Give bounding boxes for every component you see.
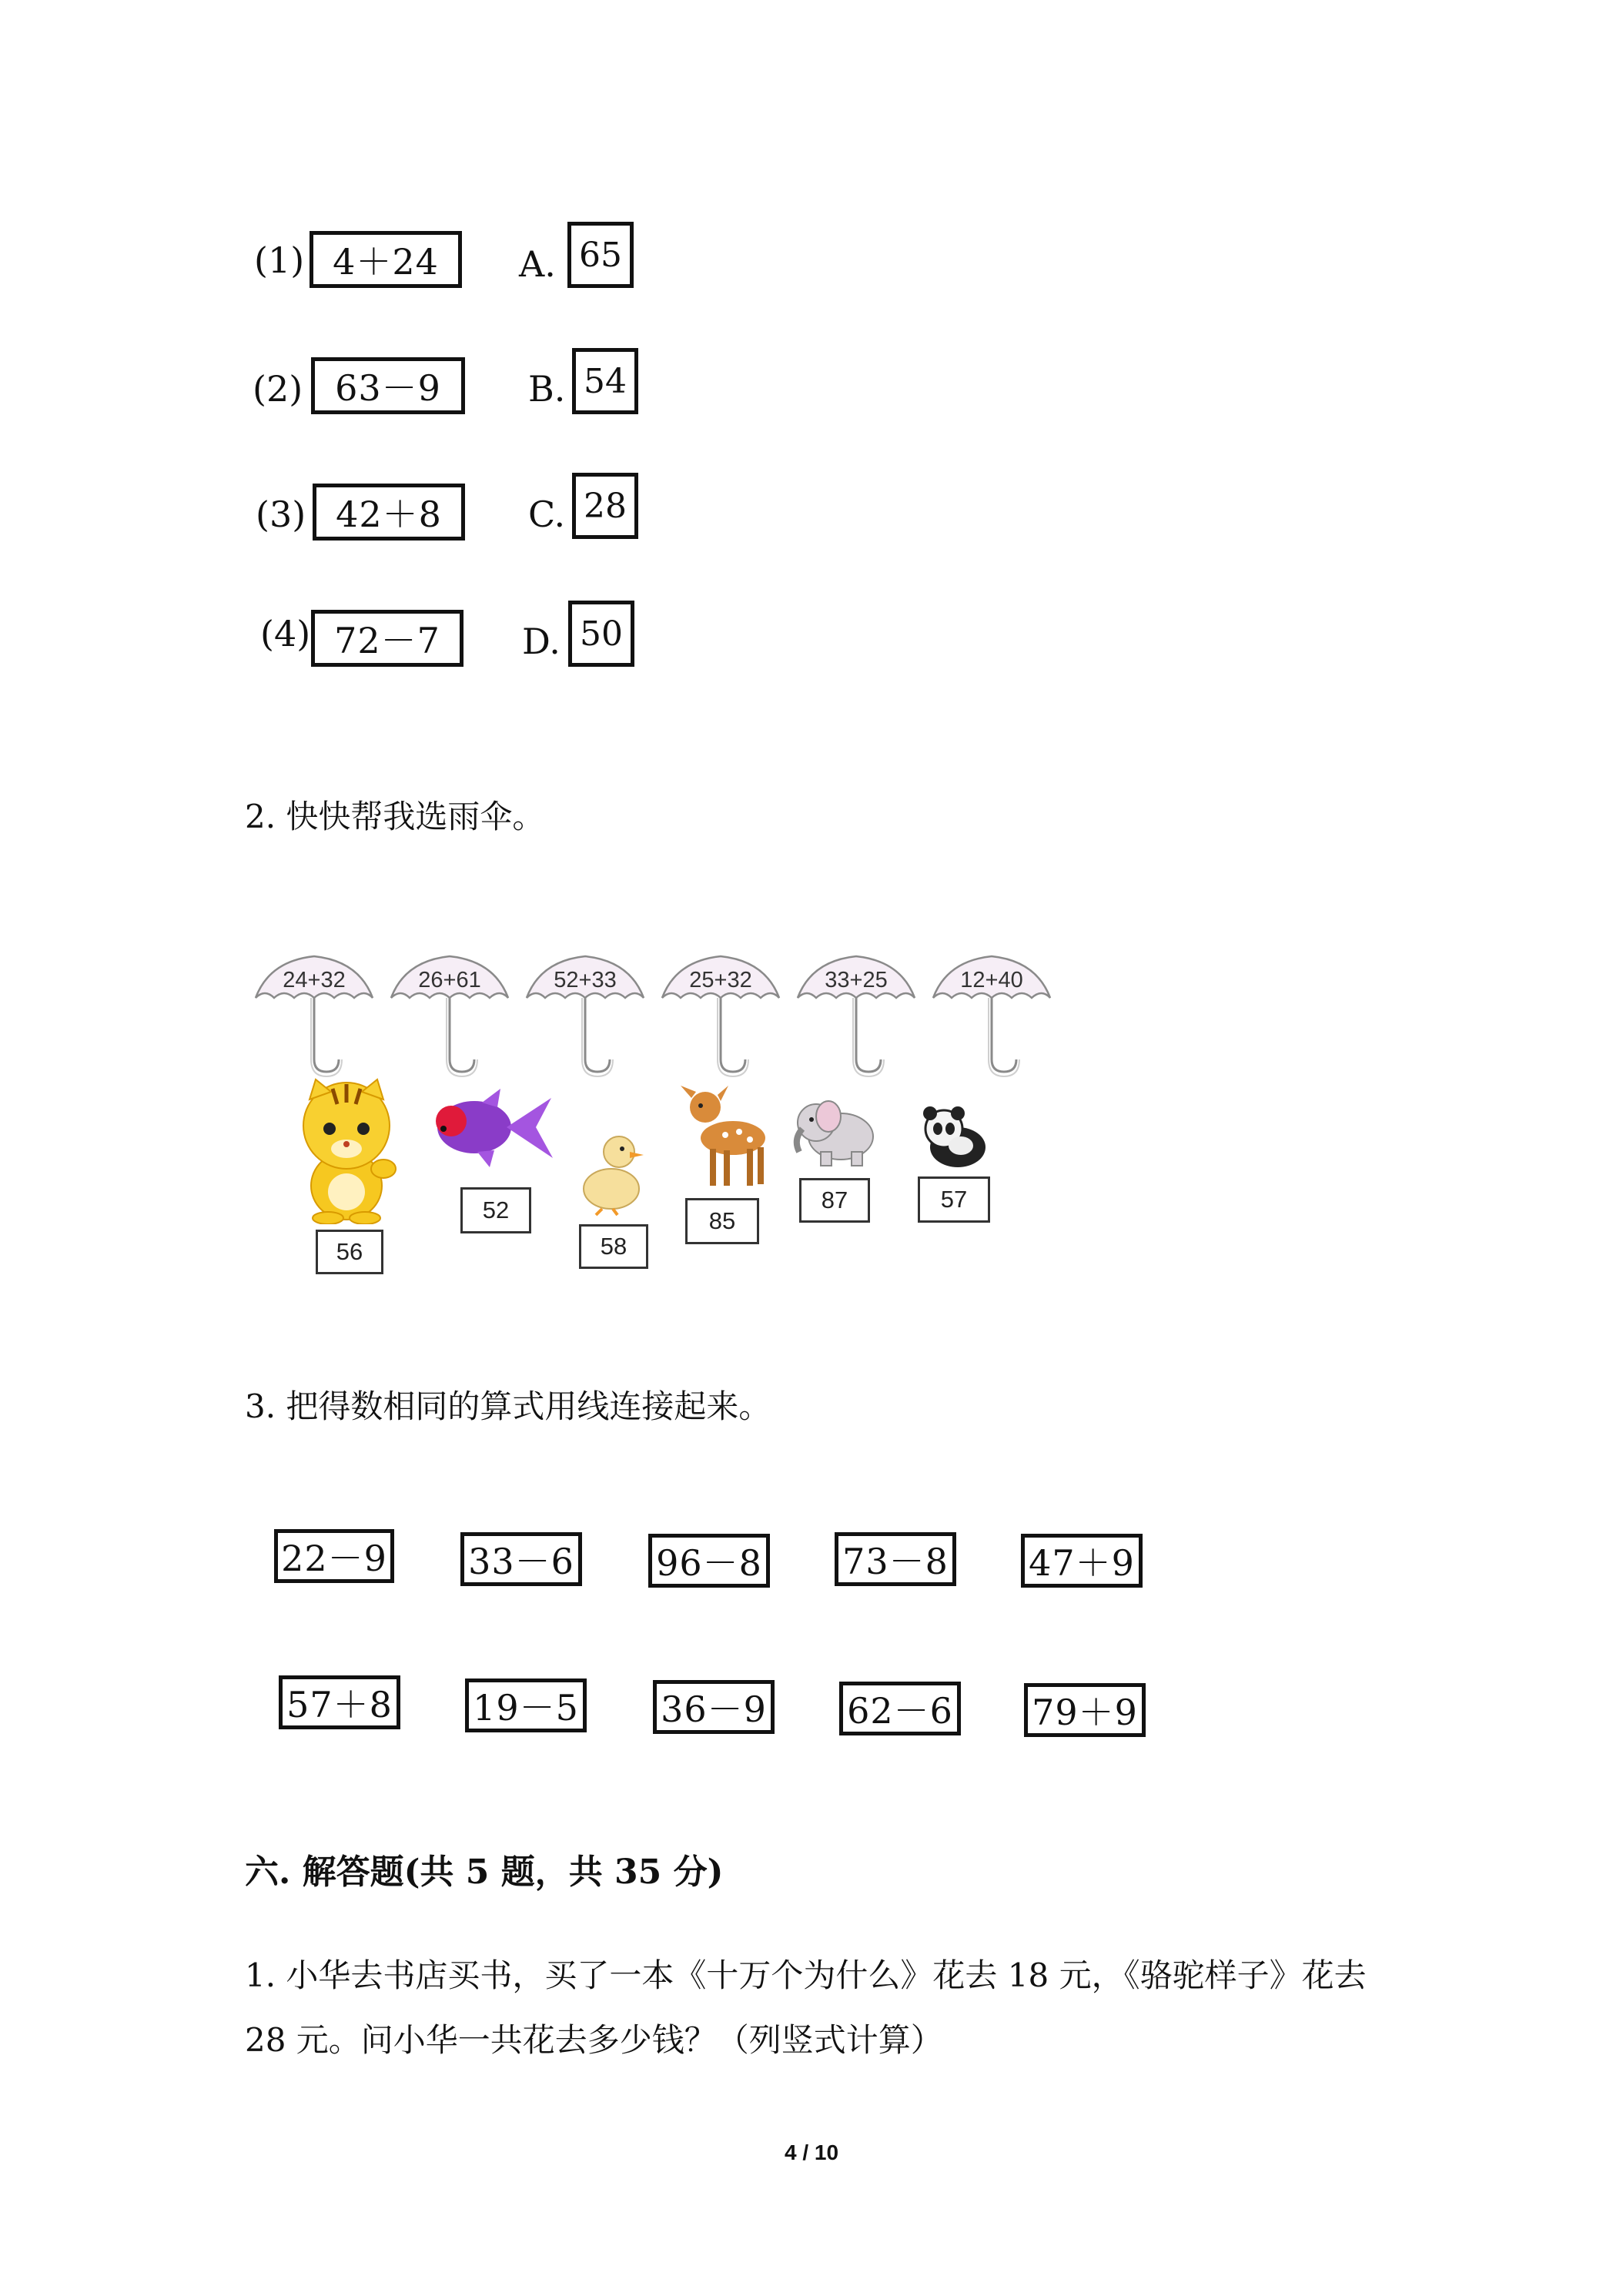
umbrella-label: 25+32 (689, 968, 752, 992)
goldfish-icon (420, 1086, 556, 1170)
word-problem-1 (245, 1943, 1600, 2073)
equation-box: 47＋9 (1021, 1534, 1143, 1588)
question-2-prompt: 2. 快快帮我选雨伞。 (245, 798, 545, 835)
umbrella (256, 956, 373, 1076)
expression-box: 42＋8 (313, 484, 465, 541)
umbrella (391, 956, 508, 1076)
equation-box: 79＋9 (1024, 1683, 1146, 1737)
expression-box: 72－7 (311, 610, 463, 667)
option-letter: D. (522, 621, 561, 662)
question-3-prompt: 3. 把得数相同的算式用线连接起来。 (245, 1387, 771, 1425)
panda-icon (916, 1103, 990, 1170)
umbrella (798, 956, 915, 1076)
option-letter: C. (528, 494, 566, 535)
answer-box: 57 (918, 1176, 990, 1223)
equation-box: 57＋8 (279, 1675, 400, 1729)
deer-icon (678, 1084, 771, 1189)
umbrella-row (246, 939, 1093, 1093)
umbrella (527, 956, 644, 1076)
option-letter: B. (528, 368, 566, 410)
umbrella-label: 24+32 (283, 968, 346, 992)
row-number: (2) (253, 368, 303, 410)
umbrella-label: 26+61 (418, 968, 481, 992)
option-box: 28 (572, 473, 638, 539)
tiger-icon (293, 1078, 400, 1224)
answer-box: 85 (685, 1198, 759, 1244)
umbrella-label: 12+40 (960, 968, 1023, 992)
option-box: 54 (572, 348, 638, 414)
problem-line: 1. 小华去书店买书，买了一本《十万个为什么》花去 18 元，《骆驼样子》花去 (245, 1956, 1367, 1994)
answer-box: 56 (316, 1230, 383, 1274)
row-number: (4) (260, 613, 311, 654)
problem-line: 28 元。问小华一共花去多少钱？（列竖式计算） (245, 2021, 943, 2059)
option-box: 50 (568, 601, 634, 667)
expression-box: 63－9 (311, 357, 465, 414)
answer-box: 58 (579, 1224, 648, 1269)
answer-box: 52 (460, 1187, 531, 1233)
umbrella-label: 33+25 (825, 968, 888, 992)
equation-box: 62－6 (839, 1682, 961, 1735)
duckling-icon (579, 1132, 645, 1217)
section-title: 六. 解答题(共 5 题，共 35 分) (245, 1853, 724, 1892)
equation-box: 36－9 (653, 1680, 775, 1734)
equation-box: 96－8 (648, 1534, 770, 1588)
umbrella-label: 52+33 (554, 968, 617, 992)
umbrella (933, 956, 1050, 1076)
row-number: (3) (256, 494, 306, 535)
expression-box: 4＋24 (310, 231, 462, 288)
answer-box: 87 (799, 1178, 870, 1223)
option-letter: A. (519, 243, 556, 285)
equation-box: 33－6 (460, 1532, 582, 1586)
page-number: 4 / 10 (784, 2140, 839, 2164)
row-number: (1) (254, 239, 305, 281)
option-box: 65 (567, 222, 634, 288)
equation-box: 19－5 (465, 1678, 587, 1732)
umbrella (662, 956, 779, 1076)
equation-box: 22－9 (274, 1529, 394, 1583)
equation-box: 73－8 (835, 1532, 956, 1586)
elephant-icon (790, 1093, 881, 1170)
